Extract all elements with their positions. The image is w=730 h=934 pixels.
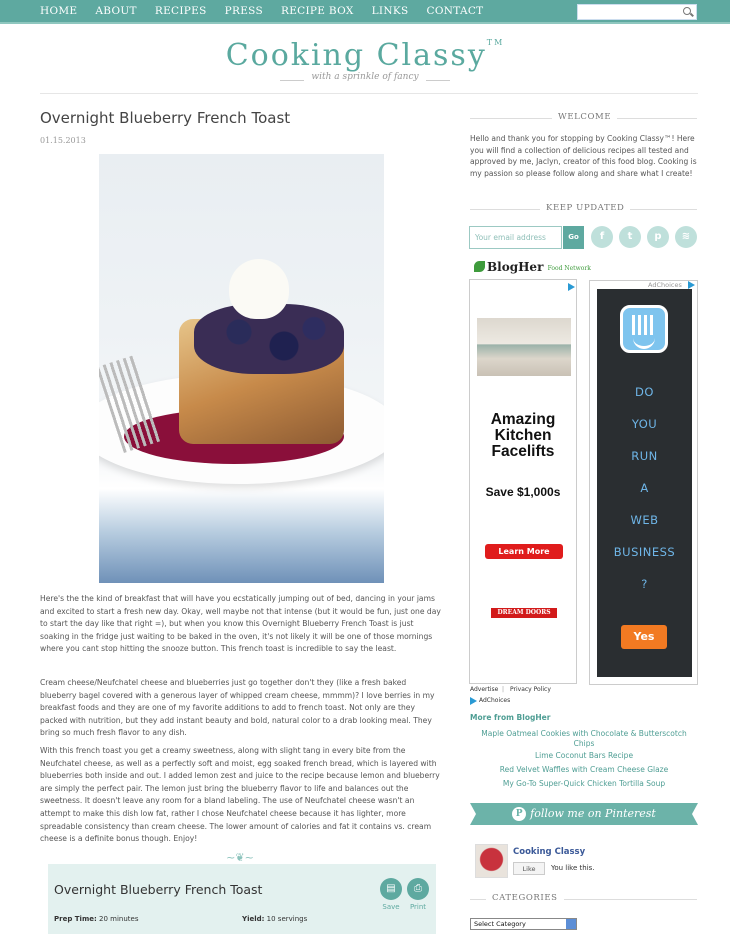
blogher-network: Food Network	[547, 265, 591, 272]
post-paragraph-3: With this french toast you get a creamy sweetness, along with slight tang in every bite from the Neufchatel cheese, as well as a perfectly soft and moist, egg soaked french bread, which is layered with blueberries both inside and out. I added lemon zest and juice to the recipe because lemon and blueberry are simply the perfect pair. The lemon just bring the blueberry flavor to life and balances out the sweetness. It doesn't leave any room for a bland labeling. The use of Neufchatel cheese wasn't an attempt to make this dish low fat, rather I chose Neufchatel cheese because it has lighter, more spreadable consistency than cream cheese. The lower amount of calories and fat it contains vs. cream cheese is a definite bonus though. Enjoy!	[40, 746, 440, 844]
ad-word-do: DO	[635, 385, 654, 399]
email-input[interactable]: Your email address	[469, 226, 562, 249]
welcome-heading: WELCOME	[552, 112, 617, 122]
rss-icon[interactable]: ≋	[675, 226, 697, 248]
pinterest-banner-icon: P	[512, 807, 526, 821]
facebook-like-label: Like	[522, 865, 536, 873]
more-from-blogher-heading: More from BlogHer	[470, 713, 551, 722]
ad-word-you: YOU	[631, 417, 658, 431]
facebook-likes-text: You like this.	[551, 864, 595, 872]
pinterest-icon[interactable]: p	[647, 226, 669, 248]
site-tagline: with a sprinkle of fancy	[311, 72, 419, 82]
recipe-card-title: Overnight Blueberry French Toast	[54, 882, 263, 897]
category-select-value: Select Category	[474, 920, 526, 928]
recipe-flourish-icon: ~❦~	[226, 851, 254, 864]
more-link-1[interactable]: Maple Oatmeal Cookies with Chocolate & Butterscotch Chips	[481, 729, 687, 748]
save-button[interactable]: Save	[382, 903, 400, 911]
web-business-ad[interactable]	[597, 289, 692, 677]
post-paragraph-1: Here's the the kind of breakfast that will have you ecstatically jumping out of bed, dancing in your jams and excited to start a fresh new day. Okay, well maybe not that intense (but it would be fun, just one day to start the day like that right =), but when you know this Overnight Blueberry French Toast is just soaking in the fridge just waiting to be baked in the oven, it's not likely it will be one of those mornings where you cant stop hitting the snooze button. This french toast is incredible to say the least.	[40, 594, 441, 654]
more-link-2[interactable]: Lime Coconut Bars Recipe	[534, 751, 634, 760]
ad-word-business: BUSINESS	[613, 545, 676, 559]
search-input[interactable]	[577, 4, 697, 20]
ad-app-icon	[620, 305, 668, 353]
email-go-button[interactable]: Go	[563, 226, 584, 249]
twitter-icon[interactable]: t	[619, 226, 641, 248]
pinterest-follow-banner[interactable]	[470, 803, 698, 825]
advertise-link[interactable]: Advertise	[470, 686, 499, 693]
blogher-logo[interactable]	[474, 260, 591, 274]
ad-word-a: A	[640, 481, 649, 495]
nav-links-page[interactable]: LINKS	[371, 5, 409, 17]
more-link-3[interactable]: Red Velvet Waffles with Cream Cheese Glaze	[499, 765, 669, 774]
nav-home[interactable]: HOME	[40, 5, 78, 17]
adchoices-icon[interactable]	[568, 283, 575, 291]
post-title[interactable]: Overnight Blueberry French Toast	[40, 109, 291, 127]
categories-heading: CATEGORIES	[486, 893, 564, 903]
recipe-card	[48, 864, 436, 934]
nav-about[interactable]: ABOUT	[95, 5, 137, 17]
post-paragraph-2: Cream cheese/Neufchatel cheese and blueberries just go together don't they (like a fresh baked blueberry bagel covered with a generous layer of whipped cream cheese, mmmm)? I love berries in my breakfast foods and they are one of my favorite additions to add to french toast. Not only are they packed with nutrition, but they add instant beauty and bold, natural color to a drab looking meal. They bring so much fresh flavor to any dish.	[40, 678, 435, 738]
prep-time	[54, 915, 139, 923]
facebook-page-thumbnail[interactable]	[475, 844, 508, 878]
dream-doors-logo: DREAM DOORS	[491, 608, 557, 618]
ad-word-question: ?	[641, 577, 648, 591]
blogher-brand: BlogHer	[487, 260, 544, 274]
learn-more-button[interactable]: Learn More	[485, 544, 563, 559]
kitchen-image	[477, 318, 571, 376]
header-divider	[40, 93, 698, 94]
save-icon[interactable]: ▤	[380, 878, 402, 900]
ad2-adchoices[interactable]: AdChoices	[648, 281, 682, 289]
select-arrow-icon[interactable]	[566, 919, 576, 929]
ad-word-run: RUN	[631, 449, 658, 463]
pinterest-banner-text: follow me on Pinterest	[530, 807, 656, 820]
prep-time-value: 20 minutes	[99, 915, 139, 923]
ad-footer-separator: |	[502, 686, 505, 693]
nav-links	[40, 5, 483, 17]
ad-word-web: WEB	[630, 513, 659, 527]
yield-value: 10 servings	[266, 915, 308, 923]
logo-text: Cooking Classy	[225, 38, 487, 73]
facebook-like-button[interactable]	[513, 862, 545, 875]
print-button[interactable]: Print	[409, 903, 427, 911]
category-select[interactable]	[470, 918, 577, 930]
footer-adchoices-icon[interactable]	[470, 697, 477, 705]
welcome-text: Hello and thank you for stopping by Cooking Classy™! Here you will find a collection of delicious recipes all tested and approved by me, Jaclyn, creator of this food blog. Cooking is my passion so please follow along and share what I create!	[470, 134, 697, 178]
search-icon[interactable]	[683, 7, 691, 15]
yield-label: Yield:	[242, 915, 265, 923]
nav-recipe-box[interactable]: RECIPE BOX	[280, 5, 354, 17]
privacy-policy-link[interactable]: Privacy Policy	[510, 686, 551, 693]
facebook-icon[interactable]: f	[591, 226, 613, 248]
post-date: 01.15.2013	[40, 136, 86, 145]
kitchen-ad[interactable]	[469, 279, 577, 684]
nav-contact[interactable]: CONTACT	[426, 5, 484, 17]
more-link-4[interactable]: My Go-To Super-Quick Chicken Tortilla Soup	[502, 779, 666, 788]
ad-headline: Amazing Kitchen Facelifts	[490, 411, 556, 460]
french-toast-photo	[99, 154, 384, 583]
footer-adchoices-link[interactable]: AdChoices	[479, 697, 511, 704]
nav-press[interactable]: PRESS	[224, 5, 263, 17]
nav-recipes[interactable]: RECIPES	[154, 5, 207, 17]
whipped-cream	[229, 259, 289, 319]
site-logo[interactable]	[0, 38, 730, 73]
blogher-leaf-icon	[474, 261, 485, 272]
top-navigation-bar	[0, 0, 730, 24]
print-icon[interactable]: ⎙	[407, 878, 429, 900]
ad-yes-button[interactable]: Yes	[621, 625, 667, 649]
ad2-adchoices-icon[interactable]	[688, 281, 695, 289]
yield	[242, 915, 307, 923]
logo-trademark: TM	[486, 38, 505, 47]
ad-offer: Save $1,000s	[485, 485, 561, 499]
prep-time-label: Prep Time:	[54, 915, 97, 923]
facebook-page-name[interactable]: Cooking Classy	[513, 847, 586, 857]
keep-updated-heading: KEEP UPDATED	[540, 203, 630, 213]
